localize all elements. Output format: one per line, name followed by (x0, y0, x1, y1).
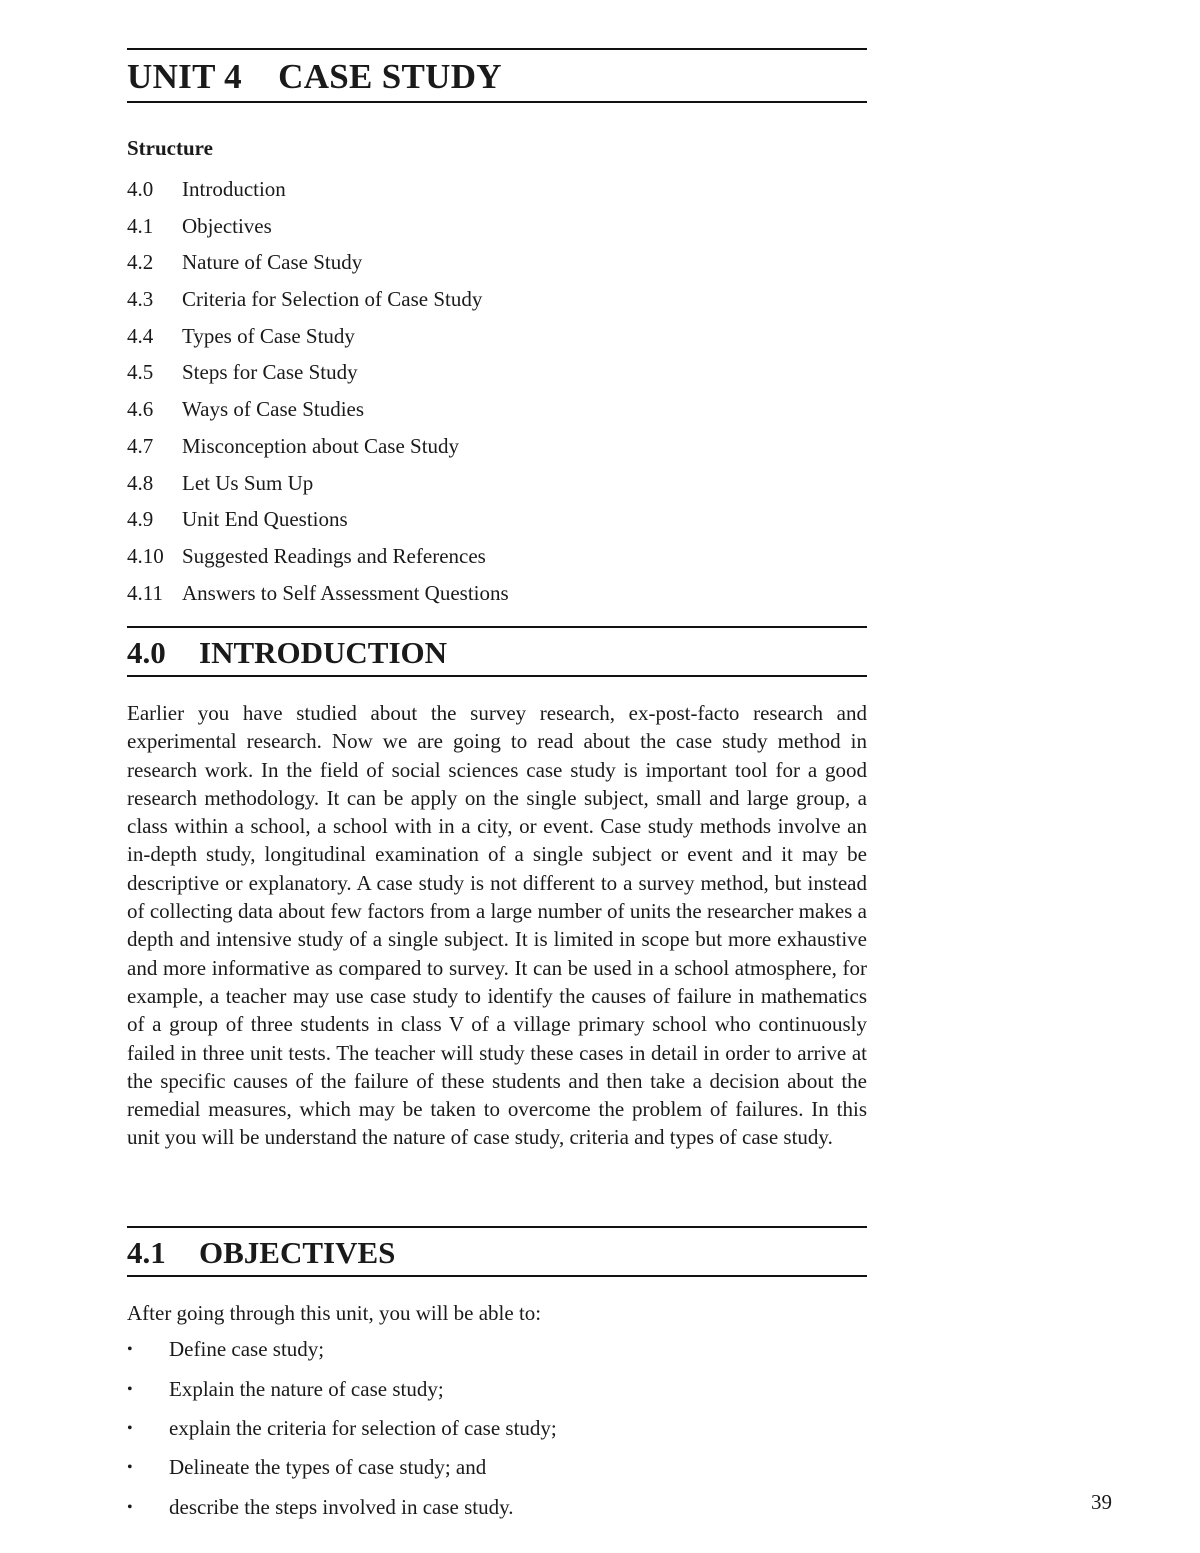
section-title: INTRODUCTION (199, 635, 448, 670)
structure-item (127, 244, 867, 281)
objective-item (127, 1330, 867, 1369)
structure-item-label: Steps for Case Study (182, 360, 358, 385)
section-underline (127, 1275, 867, 1277)
introduction-paragraph: Earlier you have studied about the survey research, ex-post-facto research and experimental research. Now we are going to read about the case study method in research work. In the field of social sciences case study is important tool for a good research methodology. It can be apply on the single subject, small and large group, a class within a school, a school with in a city, or event. Case study methods involve an in-depth study, longitudinal examination of a single subject or event and it may be descriptive or explanatory. A case study is not different to a survey method, but instead of collecting data about few factors from a large number of units the researcher makes a depth and intensive study of a single subject. It is limited in scope but more exhaustive and more informative as compared to survey. It can be used in a school atmosphere, for example, a teacher may use case study to identify the causes of failure in mathematics of a group of three students in class V of a village primary school who continuously failed in three unit tests. The teacher will study these cases in detail in order to arrive at the specific causes of the failure of these students and then take a decision about the remedial measures, which may be taken to overcome the problem of failures. In this unit you will be understand the nature of case study, criteria and types of case study. (127, 701, 867, 1150)
structure-item-number: 4.6 (127, 397, 154, 422)
top-rule (127, 48, 867, 50)
section-title: OBJECTIVES (199, 1235, 396, 1270)
objective-item (127, 1488, 867, 1527)
unit-header (127, 48, 867, 103)
bullet-icon: • (127, 1380, 133, 1398)
structure-item-label: Introduction (182, 177, 286, 201)
structure-item-number: 4.1 (127, 213, 154, 238)
objective-item (127, 1409, 867, 1448)
objective-text: Delineate the types of case study; and (169, 1455, 487, 1480)
bullet-icon: • (127, 1498, 133, 1516)
section-number: 4.0 (127, 635, 166, 670)
unit-title-underline (127, 101, 867, 103)
objective-item (127, 1370, 867, 1409)
objective-text: explain the criteria for selection of case study; (169, 1416, 557, 1441)
objectives-section (127, 1226, 867, 1527)
structure-item-label: Let Us Sum Up (182, 470, 314, 495)
structure-item-number: 4.9 (127, 507, 154, 532)
structure-item (127, 428, 867, 465)
objective-text: describe the steps involved in case study. (169, 1494, 514, 1519)
structure-item-label: Types of Case Study (182, 323, 355, 348)
structure-item (127, 465, 867, 502)
section-rule (127, 1226, 867, 1228)
structure-item-number: 4.5 (127, 360, 154, 385)
bullet-icon: • (127, 1420, 133, 1438)
section-rule (127, 626, 867, 628)
structure-item-number: 4.0 (127, 177, 154, 201)
structure-item (127, 318, 867, 355)
objectives-heading (127, 1235, 867, 1271)
section-number: 4.1 (127, 1235, 166, 1270)
objective-item (127, 1448, 867, 1487)
structure-item (127, 171, 867, 208)
structure-item-number: 4.11 (127, 580, 163, 605)
structure-item-label: Nature of Case Study (182, 250, 363, 275)
objective-text: Define case study; (169, 1337, 325, 1362)
structure-item-label: Ways of Case Studies (182, 397, 365, 422)
bullet-icon: • (127, 1459, 133, 1477)
structure-item-number: 4.3 (127, 287, 154, 312)
structure-item (127, 208, 867, 245)
introduction-section (127, 626, 867, 1152)
bullet-icon: • (127, 1341, 133, 1359)
structure-item-label: Criteria for Selection of Case Study (182, 287, 483, 312)
structure-item (127, 354, 867, 391)
structure-item-number: 4.7 (127, 433, 154, 458)
introduction-heading (127, 635, 867, 671)
structure-item-number: 4.10 (127, 543, 164, 568)
structure-item (127, 281, 867, 318)
structure-item-number: 4.2 (127, 250, 154, 275)
structure-item (127, 575, 867, 612)
structure-item (127, 501, 867, 538)
structure-item (127, 538, 867, 575)
structure-item (127, 391, 867, 428)
structure-item-label: Suggested Readings and References (182, 543, 486, 568)
objectives-lead: After going through this unit, you will be able to: (127, 1301, 542, 1325)
section-underline (127, 675, 867, 677)
structure-item-label: Answers to Self Assessment Questions (182, 580, 509, 605)
structure-list (127, 171, 867, 611)
unit-title: UNIT 4 CASE STUDY (127, 57, 502, 96)
structure-item-number: 4.4 (127, 323, 154, 348)
page-number: 39 (1091, 1490, 1112, 1514)
objectives-list (127, 1330, 867, 1527)
objective-text: Explain the nature of case study; (169, 1376, 444, 1401)
structure-section (127, 136, 867, 611)
structure-item-label: Objectives (182, 213, 272, 238)
structure-heading: Structure (127, 136, 213, 160)
structure-item-label: Misconception about Case Study (182, 433, 460, 458)
structure-item-label: Unit End Questions (182, 507, 348, 532)
structure-item-number: 4.8 (127, 470, 154, 495)
